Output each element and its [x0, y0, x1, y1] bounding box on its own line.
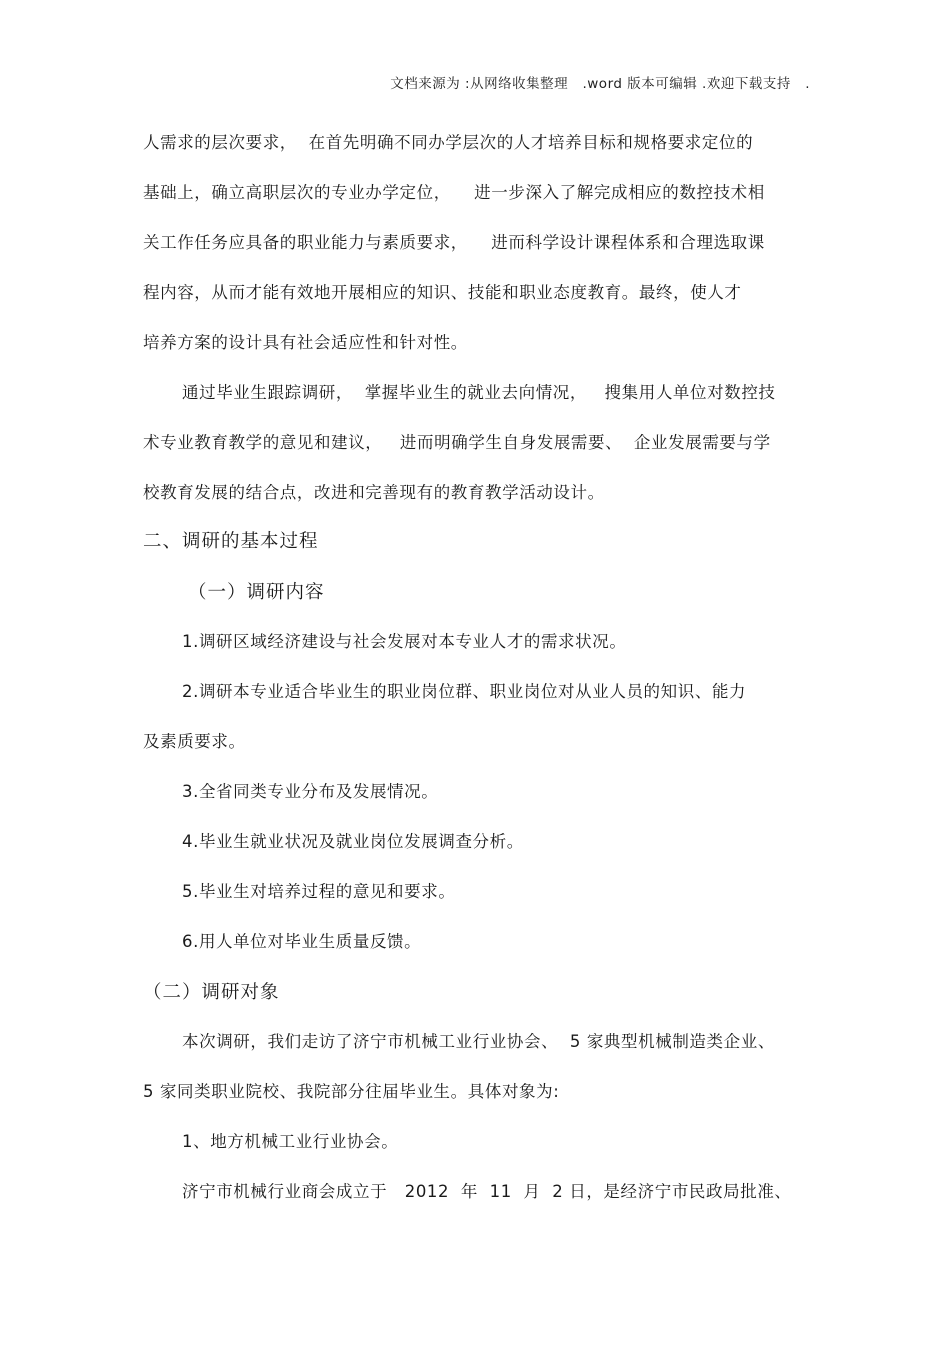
list-item: 4.毕业生就业状况及就业岗位发展调查分析。: [182, 832, 524, 851]
paragraph-line: 校教育发展的结合点，改进和完善现有的教育教学活动设计。: [143, 483, 605, 502]
paragraph-line: 培养方案的设计具有社会适应性和针对性。: [143, 333, 468, 352]
list-item: 3.全省同类专业分布及发展情况。: [182, 782, 439, 801]
paragraph-line: 通过毕业生跟踪调研， 掌握毕业生的就业去向情况， 搜集用人单位对数控技: [182, 383, 776, 402]
list-item-continuation: 及素质要求。: [143, 732, 246, 751]
paragraph-line: 济宁市机械行业商会成立于 2012 年 11 月 2 日，是经济宁市民政局批准、: [182, 1182, 792, 1201]
subsection-heading: （二）调研对象: [143, 982, 280, 1003]
section-heading: 二、调研的基本过程: [143, 531, 319, 552]
paragraph-line: 术专业教育教学的意见和建议， 进而明确学生自身发展需要、 企业发展需要与学: [143, 433, 771, 452]
paragraph-line: 关工作任务应具备的职业能力与素质要求， 进而科学设计课程体系和合理选取课: [143, 233, 765, 252]
list-item: 6.用人单位对毕业生质量反馈。: [182, 932, 422, 951]
paragraph-line: 5 家同类职业院校、我院部分往届毕业生。具体对象为:: [143, 1082, 560, 1101]
subsection-heading: （一）调研内容: [188, 582, 325, 603]
paragraph-line: 人需求的层次要求， 在首先明确不同办学层次的人才培养目标和规格要求定位的: [143, 133, 754, 152]
paragraph-line: 程内容，从而才能有效地开展相应的知识、技能和职业态度教育。最终，使人才: [143, 283, 742, 302]
source-note: 文档来源为 :从网络收集整理 .word 版本可编辑 .欢迎下载支持 .: [390, 76, 810, 92]
list-item: 5.毕业生对培养过程的意见和要求。: [182, 882, 456, 901]
list-item: 1、地方机械工业行业协会。: [182, 1132, 399, 1151]
paragraph-line: 基础上，确立高职层次的专业办学定位， 进一步深入了解完成相应的数控技术相: [143, 183, 765, 202]
list-item: 2.调研本专业适合毕业生的职业岗位群、职业岗位对从业人员的知识、能力: [182, 682, 747, 701]
paragraph-line: 本次调研，我们走访了济宁市机械工业行业协会、 5 家典型机械制造类企业、: [182, 1032, 775, 1051]
list-item: 1.调研区域经济建设与社会发展对本专业人才的需求状况。: [182, 632, 627, 651]
